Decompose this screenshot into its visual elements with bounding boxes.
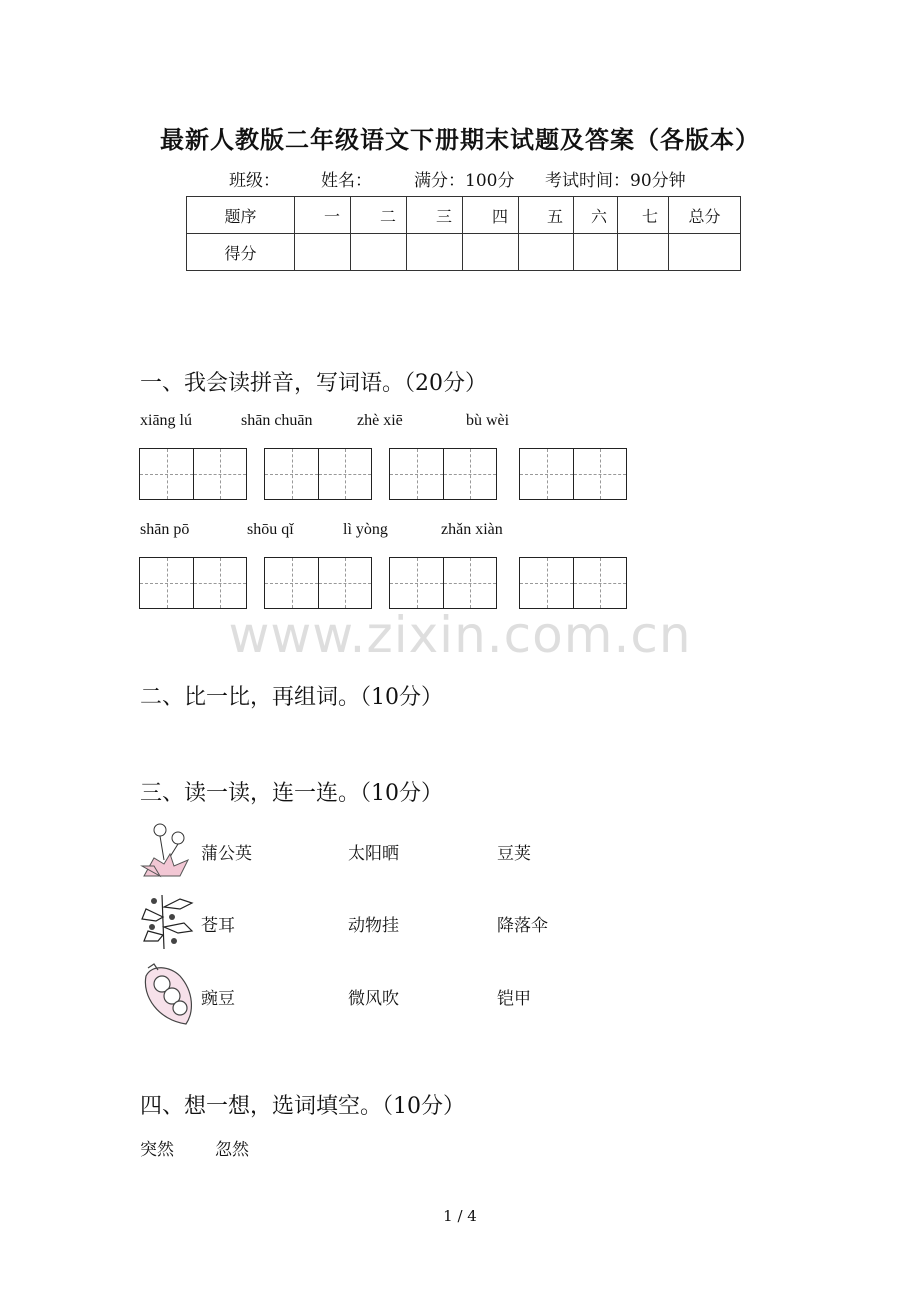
grid-cell[interactable] bbox=[193, 449, 246, 499]
cocklebur-icon bbox=[140, 893, 196, 949]
word-option: 忽然 bbox=[215, 1140, 249, 1160]
grid-cell[interactable] bbox=[520, 449, 573, 499]
header-cell: 四 bbox=[463, 197, 519, 234]
grid-cell[interactable] bbox=[140, 558, 193, 608]
pea-pod-icon bbox=[140, 962, 198, 1026]
score-cell[interactable] bbox=[407, 234, 463, 271]
score-cell[interactable] bbox=[351, 234, 407, 271]
grid-cell[interactable] bbox=[573, 449, 626, 499]
section-3-title: 三、读一读，连一连。（10分） bbox=[140, 781, 443, 806]
grid-cell[interactable] bbox=[318, 449, 371, 499]
class-label: 班级： bbox=[229, 171, 280, 191]
pinyin-label: bù wèi bbox=[466, 412, 510, 429]
score-table-score-row bbox=[187, 234, 741, 271]
score-cell[interactable] bbox=[295, 234, 351, 271]
pinyin-label: shān chuān bbox=[241, 412, 313, 429]
section-1-title: 一、我会读拼音，写词语。（20分） bbox=[140, 371, 487, 396]
match-item-middle[interactable]: 微风吹 bbox=[348, 989, 399, 1009]
grid-cell[interactable] bbox=[265, 449, 318, 499]
header-cell: 三 bbox=[407, 197, 463, 234]
dandelion-icon bbox=[140, 822, 192, 878]
match-item-left[interactable]: 蒲公英 bbox=[201, 844, 252, 864]
grid-cell[interactable] bbox=[390, 558, 443, 608]
pinyin-label: zhè xiē bbox=[357, 412, 403, 429]
section-2-title: 二、比一比，再组词。（10分） bbox=[140, 685, 443, 710]
header-cell: 二 bbox=[351, 197, 407, 234]
grid-cell[interactable] bbox=[443, 449, 496, 499]
grid-cell[interactable] bbox=[443, 558, 496, 608]
score-cell[interactable] bbox=[669, 234, 741, 271]
section-4-title: 四、想一想，选词填空。（10分） bbox=[140, 1094, 465, 1119]
writing-grid[interactable] bbox=[264, 557, 372, 609]
header-cell: 五 bbox=[519, 197, 574, 234]
pinyin-label: zhǎn xiàn bbox=[441, 521, 503, 538]
row-label: 得分 bbox=[187, 234, 295, 271]
match-item-left[interactable]: 苍耳 bbox=[201, 916, 235, 936]
pinyin-label: shōu qǐ bbox=[247, 521, 294, 538]
grid-cell[interactable] bbox=[193, 558, 246, 608]
score-cell[interactable] bbox=[463, 234, 519, 271]
score-cell[interactable] bbox=[574, 234, 618, 271]
grid-cell[interactable] bbox=[265, 558, 318, 608]
match-item-right[interactable]: 降落伞 bbox=[497, 916, 548, 936]
header-cell: 一 bbox=[295, 197, 351, 234]
writing-grid[interactable] bbox=[389, 557, 497, 609]
match-item-middle[interactable]: 动物挂 bbox=[348, 916, 399, 936]
match-item-right[interactable]: 豆荚 bbox=[497, 844, 531, 864]
header-cell: 总分 bbox=[669, 197, 741, 234]
header-cell: 题序 bbox=[187, 197, 295, 234]
exam-time-label: 考试时间：90分钟 bbox=[545, 171, 686, 191]
header-cell: 六 bbox=[574, 197, 618, 234]
score-cell[interactable] bbox=[519, 234, 574, 271]
score-table bbox=[186, 196, 741, 271]
pinyin-label: xiāng lú bbox=[140, 412, 192, 429]
writing-grid[interactable] bbox=[519, 557, 627, 609]
name-label: 姓名： bbox=[321, 171, 372, 191]
writing-grid[interactable] bbox=[139, 448, 247, 500]
grid-cell[interactable] bbox=[140, 449, 193, 499]
pinyin-label: lì yòng bbox=[343, 521, 388, 538]
writing-grid[interactable] bbox=[139, 557, 247, 609]
writing-grid[interactable] bbox=[264, 448, 372, 500]
match-item-left[interactable]: 豌豆 bbox=[201, 989, 235, 1009]
grid-cell[interactable] bbox=[318, 558, 371, 608]
match-item-right[interactable]: 铠甲 bbox=[497, 989, 531, 1009]
word-option: 突然 bbox=[140, 1140, 174, 1160]
page-title: 最新人教版二年级语文下册期末试题及答案（各版本） bbox=[160, 125, 760, 154]
writing-grid[interactable] bbox=[519, 448, 627, 500]
grid-cell[interactable] bbox=[520, 558, 573, 608]
header-cell: 七 bbox=[618, 197, 669, 234]
grid-cell[interactable] bbox=[390, 449, 443, 499]
match-item-middle[interactable]: 太阳晒 bbox=[348, 844, 399, 864]
full-score-label: 满分：100分 bbox=[414, 171, 515, 191]
page-number: 1 / 4 bbox=[443, 1207, 477, 1225]
pinyin-label: shān pō bbox=[140, 521, 190, 538]
score-cell[interactable] bbox=[618, 234, 669, 271]
writing-grid[interactable] bbox=[389, 448, 497, 500]
watermark: www.zixin.com.cn bbox=[228, 606, 692, 664]
score-table-header-row bbox=[187, 197, 741, 234]
grid-cell[interactable] bbox=[573, 558, 626, 608]
